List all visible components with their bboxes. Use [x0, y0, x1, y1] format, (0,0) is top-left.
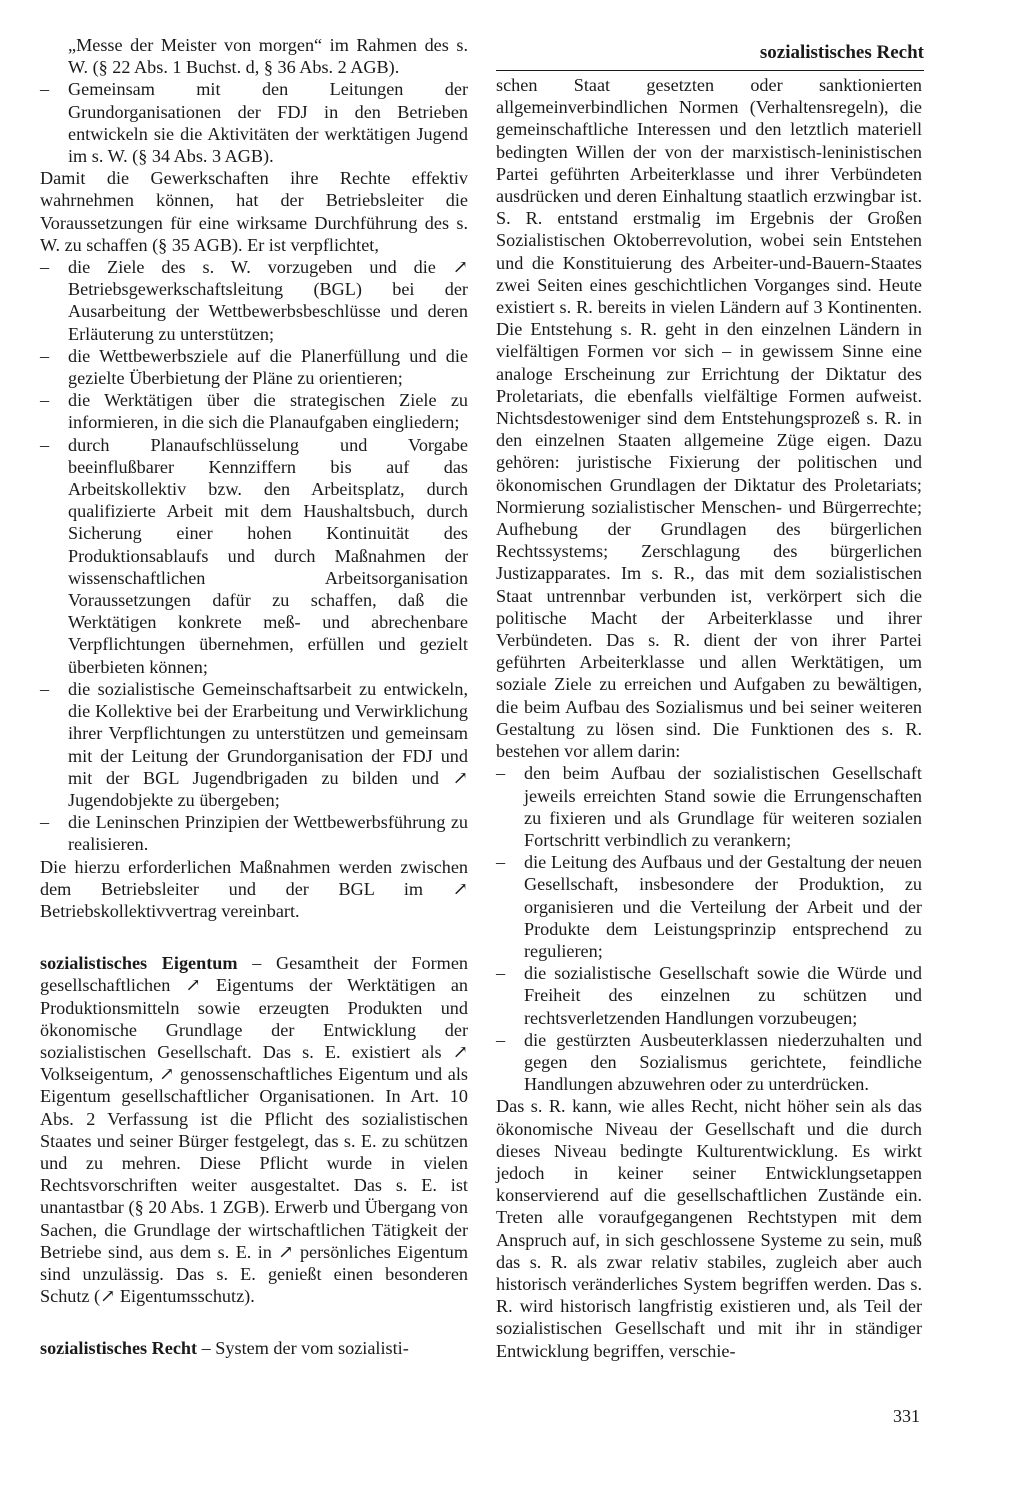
entry-keyword: sozialistisches Recht — [40, 1338, 198, 1359]
list-item: – die gestürzten Ausbeuterklassen niederzuhalten und gegen den Sozialismus gerichtete, feindliche Handlungen abzuwehren oder zu unterdrücken. — [496, 1029, 922, 1096]
entry-sozialistisches-recht — [40, 1337, 468, 1359]
list-item: – die Wettbewerbsziele auf die Planerfüllung und die gezielte Überbietung der Pläne zu orientieren; — [40, 345, 468, 389]
list-item: – den beim Aufbau der sozialistischen Gesellschaft jeweils erreichten Stand sowie die Errungenschaften zu fixieren und als Grundlage für weiteren sozialen Fortschritt verbindlich zu verankern; — [496, 762, 922, 851]
intro-list — [40, 78, 468, 167]
page-number: 331 — [893, 1406, 920, 1426]
entry-keyword: sozialistisches Eigentum — [40, 953, 238, 974]
list-item: – die Ziele des s. W. vorzugeben und die ↗ Betriebsgewerkschaftsleitung (BGL) bei der Ausarbeitung der Wettbewerbsbeschlüsse und deren Erläuterung zu unterstützen; — [40, 256, 468, 345]
running-head: sozialistisches Recht — [759, 42, 924, 63]
list-item: – die sozialistische Gesellschaft sowie die Würde und Freiheit des einzelnen zu schützen und rechtsverletzenden Handlungen vorzubeugen; — [496, 962, 922, 1029]
duties-list — [40, 256, 468, 855]
right-column — [496, 74, 922, 1362]
left-column — [40, 34, 468, 1360]
list-item: – die Leitung des Aufbaus und der Gestaltung der neuen Gesellschaft, insbesondere der Produktion, zu organisieren und die Verteilung der Arbeit und der Produkte dem Leistungsprinzip entsprechend zu regulieren; — [496, 851, 922, 962]
entry-text: – Gesamtheit der Formen gesellschaftlichen ↗ Eigentums der Werktätigen an Produktionsmitteln sowie erzeugten Produkten und ökonomische Grundlage der Entwicklung der sozialistischen Gesellschaft. Das s. E. existiert als ↗ Volkseigentum, ↗ genossenschaftliches Eigentum und als Eigentum gesellschaftlicher Organisationen. In Art. 10 Abs. 2 Verfassung ist die Pflicht des sozialistischen Staates und seiner Bürger festgelegt, das s. E. zu schützen und zu mehren. Diese Pflicht wurde in vielen Rechtsvorschriften weiter ausgestaltet. Das s. E. ist unantastbar (§ 20 Abs. 1 ZGB). Erwerb und Übergang von Sachen, die Grundlage der wirtschaftlichen Tätigkeit der Betriebe sind, aus dem s. E. in ↗ persönliches Eigentum sind unzulässig. Das s. E. genießt einen besonderen Schutz (↗ Eigentumsschutz). — [40, 953, 468, 1307]
list-item: – die Leninschen Prinzipien der Wettbewerbsführung zu realisieren. — [40, 811, 468, 855]
paragraph-recht-1: schen Staat gesetzten oder sanktionierten allgemeinverbindlichen Normen (Verhaltensregeln), die gemeinschaftliche Interessen und den letztlich materiell bedingten Willen der von der marxistisch-leninistischen Partei geführten Arbeiterklasse und ihrer Verbündeten ausdrücken und deren Einhaltung staatlich erzwingbar ist. S. R. entstand erstmalig im Ergebnis der Großen Sozialistischen Oktoberrevolution, wobei sein Entstehen und die Konstituierung des Arbeiter-und-Bauern-Staates zwei Seiten eines geschichtlichen Vorganges sind. Heute existiert s. R. bereits in vielen Ländern auf 3 Kontinenten. Die Entstehung s. R. geht in den einzelnen Ländern in vielfältigen Formen vor sich – in gewissem Sinne eine analoge Erscheinung zur Errichtung der Diktatur des Proletariats, die ebenfalls vielfältige Formen aufweist. Nichtsdestoweniger sind dem Entstehungsprozeß s. R. in den einzelnen Staaten allgemeine Züge eigen. Dazu gehören: juristische Fixierung der politischen und ökonomischen Grundlagen der Diktatur des Proletariats; Normierung sozialistischer Menschen- und Bürgerrechte; Aufhebung der Grundlagen des bürgerlichen Rechtssystems; Zerschlagung des bürgerlichen Justizapparates. Im s. R., das mit dem sozialistischen Staat untrennbar verbunden ist, verkörpert sich die politische Macht der Arbeiterklasse und ihrer Verbündeten. Das s. R. dient der von ihrer Partei geführten Arbeiterklasse und allen Werktätigen, um soziale Ziele zu erreichen und Aufgaben zu bewältigen, die beim Aufbau des Sozialismus und bei seiner weiteren Gestaltung zu lösen sind. Die Funktionen des s. R. bestehen vor allem darin: — [496, 75, 922, 762]
paragraph-recht-2: Das s. R. kann, wie alles Recht, nicht höher sein als das ökonomische Niveau der Gesellschaft und die durch dieses Niveau bedingte Kulturentwicklung. Es wirkt jedoch in keiner seiner Entwicklungsetappen konservierend auf die gesellschaftlichen Zustände ein. Treten alle voraufgegangenen Rechtstypen mit dem Anspruch auf, in sich geschlossene Systeme zu sein, muß das s. R. als zwar relativ stabiles, zugleich aber auch historisch veränderliches System begriffen werden. Das s. R. wird historisch langfristig existieren und, als Teil der sozialistischen Gesellschaft und mit ihr in ständiger Entwicklung begriffen, verschie- — [496, 1096, 922, 1361]
paragraph-massnahmen: Die hierzu erforderlichen Maßnahmen werden zwischen dem Betriebsleiter und der BGL im ↗ Betriebskollektivvertrag vereinbart. — [40, 856, 468, 921]
list-item: – Gemeinsam mit den Leitungen der Grundorganisationen der FDJ in den Betrieben entwickeln sie die Aktivitäten der werktätigen Jugend im s. W. (§ 34 Abs. 3 AGB). — [40, 78, 468, 167]
entry-text: – System der vom sozialisti- — [197, 1338, 409, 1359]
list-item: – durch Planaufschlüsselung und Vorgabe beeinflußbarer Kennziffern bis auf das Arbeitskollektiv bzw. den Arbeitsplatz, durch qualifizierte Arbeit mit dem Haushaltsbuch, durch Sicherung einer hohen Kontinuität des Produktionsablaufs und durch Maßnahmen der wissenschaftlichen Arbeitsorganisation Voraussetzungen dafür zu schaffen, daß die Werktätigen konkrete meß- und abrechenbare Verpflichtungen übernehmen, erfüllen und gezielt überbieten können; — [40, 434, 468, 678]
header-rule — [496, 70, 924, 71]
functions-list — [496, 762, 922, 1095]
paragraph-betriebsleiter: Damit die Gewerkschaften ihre Rechte effektiv wahrnehmen können, hat der Betriebsleiter die Voraussetzungen für eine wirksame Durchführung des s. W. zu schaffen (§ 35 AGB). Er ist verpflichtet, — [40, 168, 468, 255]
list-item: – die Werktätigen über die strategischen Ziele zu informieren, in die sich die Planaufgaben eingliedern; — [40, 389, 468, 433]
intro-continuation: „Messe der Meister von morgen“ im Rahmen des s. W. (§ 22 Abs. 1 Buchst. d, § 36 Abs. 2 AGB). — [68, 35, 468, 78]
list-item: – die sozialistische Gemeinschaftsarbeit zu entwickeln, die Kollektive bei der Erarbeitung und Verwirklichung ihrer Verpflichtungen zu unterstützen und gemeinsam mit der Leitung der Grundorganisation der FDJ und mit der BGL Jugendbrigaden zu bilden und ↗ Jugendobjekte zu übergeben; — [40, 678, 468, 811]
entry-sozialistisches-eigentum — [40, 952, 468, 1307]
